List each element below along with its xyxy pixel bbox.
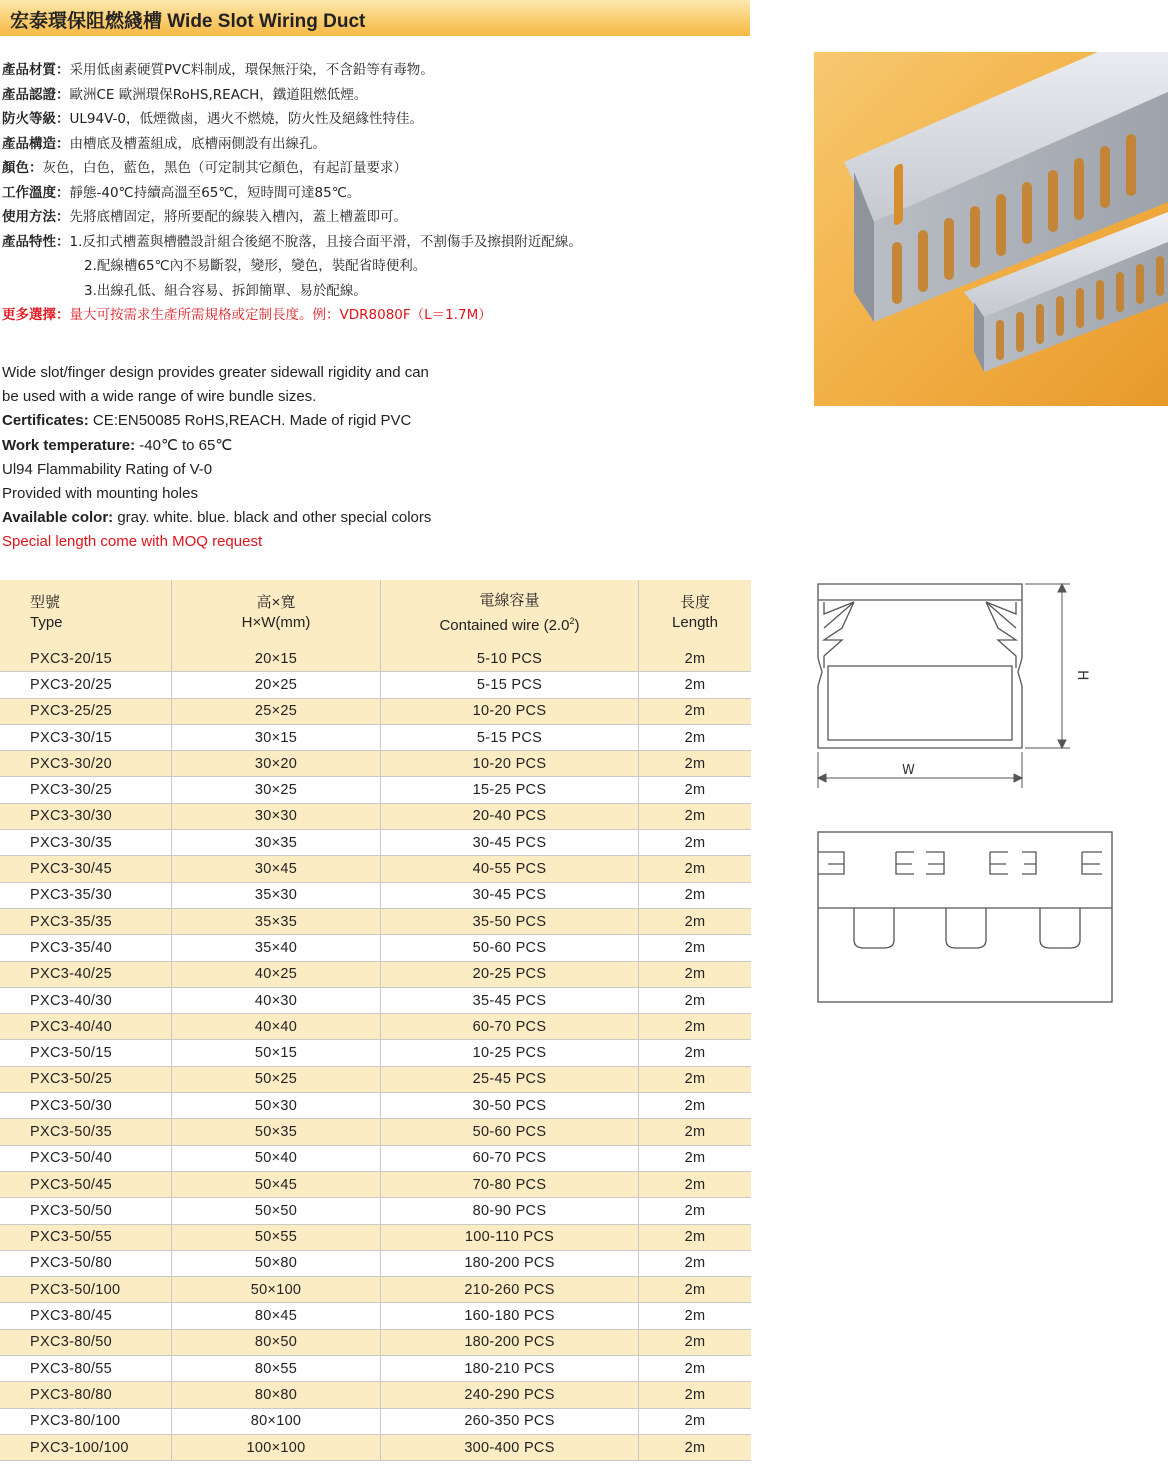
cell-type: PXC3-30/25 [0, 777, 172, 803]
product-photo [814, 52, 1168, 406]
cell-type: PXC3-80/45 [0, 1303, 172, 1329]
cell-length: 2m [639, 1145, 752, 1171]
header-zh: 長度 [679, 594, 710, 611]
table-row [0, 1119, 751, 1145]
cell-wire-capacity: 10-20 PCS [381, 698, 639, 724]
title-bar [0, 0, 750, 36]
certificates-line [2, 409, 742, 433]
table-row [0, 777, 751, 803]
table-row [0, 1408, 751, 1434]
cell-wire-capacity: 50-60 PCS [381, 1119, 639, 1145]
spec-table [0, 580, 751, 1461]
dimension-w-label: W [902, 763, 915, 778]
cell-type: PXC3-35/40 [0, 935, 172, 961]
table-row [0, 830, 751, 856]
cell-length: 2m [639, 777, 752, 803]
cell-type: PXC3-50/100 [0, 1277, 172, 1303]
table-row [0, 1145, 751, 1171]
cell-length: 2m [639, 1356, 752, 1382]
table-row [0, 1014, 751, 1040]
table-row [0, 1434, 751, 1460]
spec-label: 產品特性： [2, 233, 70, 250]
cell-wire-capacity: 260-350 PCS [381, 1408, 639, 1434]
cell-length: 2m [639, 1171, 752, 1197]
cell-type: PXC3-35/35 [0, 908, 172, 934]
table-row [0, 751, 751, 777]
header-en: Length [672, 614, 718, 631]
cell-wire-capacity: 10-20 PCS [381, 751, 639, 777]
spec-text: 灰色，白色，藍色，黑色（可定制其它顏色，有起訂量要求） [42, 160, 407, 176]
spec-label: 產品材質： [2, 62, 70, 78]
table-row [0, 1356, 751, 1382]
cell-length: 2m [639, 987, 752, 1013]
cell-type: PXC3-50/55 [0, 1224, 172, 1250]
cell-wire-capacity: 50-60 PCS [381, 935, 639, 961]
table-header-row [0, 580, 751, 646]
cell-type: PXC3-30/15 [0, 724, 172, 750]
special-length-line: Special length come with MOQ request [2, 533, 263, 551]
spec-usage [2, 205, 742, 230]
spec-text: 由槽底及槽蓋組成，底槽兩側設有出線孔。 [69, 135, 326, 152]
cell-length: 2m [639, 698, 752, 724]
spec-text: 采用低鹵素硬質PVC料制成，環保無汙染，不含鉛等有毒物。 [69, 62, 434, 78]
cell-size: 50×50 [172, 1198, 381, 1224]
cell-type: PXC3-40/25 [0, 961, 172, 987]
cell-length: 2m [639, 1303, 752, 1329]
cell-type: PXC3-30/35 [0, 830, 172, 856]
cell-length: 2m [639, 803, 752, 829]
cell-wire-capacity: 60-70 PCS [381, 1145, 639, 1171]
available-color-label: Available color: [2, 509, 114, 527]
cell-wire-capacity: 15-25 PCS [381, 777, 639, 803]
table-row [0, 1250, 751, 1276]
spec-label: 使用方法： [2, 209, 70, 225]
cell-length: 2m [639, 961, 752, 987]
cell-wire-capacity: 180-210 PCS [381, 1356, 639, 1382]
flammability-line: Ul94 Flammability Rating of V-0 [2, 460, 213, 478]
certificates-text: CE:EN50085 RoHS,REACH. Made of rigid PVC [88, 412, 412, 430]
cell-length: 2m [639, 1434, 752, 1460]
work-temperature-line [2, 434, 742, 458]
cell-wire-capacity: 35-45 PCS [381, 987, 639, 1013]
table-row [0, 1093, 751, 1119]
cell-size: 50×80 [172, 1250, 381, 1276]
table-row [0, 856, 751, 882]
cell-type: PXC3-30/45 [0, 856, 172, 882]
cell-size: 50×45 [172, 1171, 381, 1197]
header-size [172, 580, 381, 646]
cell-type: PXC3-50/50 [0, 1198, 172, 1224]
certificates-label: Certificates: [2, 412, 89, 430]
cell-length: 2m [639, 751, 752, 777]
cell-length: 2m [639, 1040, 752, 1066]
cell-size: 80×50 [172, 1329, 381, 1355]
cell-type: PXC3-30/20 [0, 751, 172, 777]
cell-wire-capacity: 160-180 PCS [381, 1303, 639, 1329]
cell-length: 2m [639, 882, 752, 908]
cell-wire-capacity: 25-45 PCS [381, 1066, 639, 1092]
cell-type: PXC3-40/40 [0, 1014, 172, 1040]
table-row [0, 882, 751, 908]
cell-type: PXC3-50/25 [0, 1066, 172, 1092]
cell-size: 20×15 [172, 646, 381, 672]
spec-temperature [2, 181, 742, 206]
header-zh: 電線容量 [479, 591, 540, 609]
available-color-line [2, 506, 742, 530]
cell-wire-capacity: 70-80 PCS [381, 1171, 639, 1197]
header-zh: 型號 [30, 594, 61, 611]
cell-size: 30×45 [172, 856, 381, 882]
spec-label: 防火等級： [2, 111, 70, 127]
cell-type: PXC3-25/25 [0, 698, 172, 724]
table-row [0, 1040, 751, 1066]
cell-size: 50×25 [172, 1066, 381, 1092]
spec-fire-rating [2, 107, 742, 132]
table-row [0, 1171, 751, 1197]
table-row [0, 698, 751, 724]
dimension-h-label: H [1074, 670, 1090, 681]
cell-wire-capacity: 30-45 PCS [381, 882, 639, 908]
spec-text: 先將底槽固定，將所要配的線裝入槽內，蓋上槽蓋即可。 [69, 209, 407, 225]
cell-type: PXC3-100/100 [0, 1434, 172, 1460]
cell-size: 50×40 [172, 1145, 381, 1171]
cell-size: 30×35 [172, 830, 381, 856]
cell-wire-capacity: 300-400 PCS [381, 1434, 639, 1460]
cell-length: 2m [639, 646, 752, 672]
cell-wire-capacity: 80-90 PCS [381, 1198, 639, 1224]
side-view-diagram [814, 828, 1116, 1006]
cell-type: PXC3-80/55 [0, 1356, 172, 1382]
table-row [0, 1277, 751, 1303]
work-temperature-label: Work temperature: [2, 436, 136, 454]
spec-text: 靜態-40℃持續高溫至65℃，短時間可達85℃。 [69, 184, 361, 201]
cell-length: 2m [639, 856, 752, 882]
cell-wire-capacity: 10-25 PCS [381, 1040, 639, 1066]
cell-wire-capacity: 20-40 PCS [381, 803, 639, 829]
wiring-duct-illustration [814, 52, 1168, 406]
cell-size: 100×100 [172, 1434, 381, 1460]
table-row [0, 908, 751, 934]
cell-size: 40×25 [172, 961, 381, 987]
spec-certification [2, 83, 742, 108]
cell-type: PXC3-30/30 [0, 803, 172, 829]
cell-type: PXC3-50/30 [0, 1093, 172, 1119]
spec-label: 更多選擇： [2, 307, 70, 323]
cell-type: PXC3-80/80 [0, 1382, 172, 1408]
table-row [0, 1066, 751, 1092]
header-en-end: ) [574, 616, 580, 634]
cell-size: 20×25 [172, 672, 381, 698]
spec-feature-3: 3.出線孔低、組合容易、拆卸簡單、易於配線。 [84, 282, 367, 299]
cell-length: 2m [639, 1093, 752, 1119]
cell-type: PXC3-50/35 [0, 1119, 172, 1145]
table-row [0, 803, 751, 829]
cell-size: 50×15 [172, 1040, 381, 1066]
header-en: H×W(mm) [241, 614, 311, 631]
spec-feature-2: 2.配線槽65℃內不易斷裂，變形，變色，裝配省時便利。 [84, 258, 427, 274]
cell-type: PXC3-20/25 [0, 672, 172, 698]
cell-wire-capacity: 210-260 PCS [381, 1277, 639, 1303]
spec-label: 產品構造： [2, 135, 70, 152]
cell-size: 50×55 [172, 1224, 381, 1250]
cell-type: PXC3-80/50 [0, 1329, 172, 1355]
english-line: Wide slot/finger design provides greater sidewall rigidity and can [2, 364, 429, 381]
spec-text: 量大可按需求生產所需規格或定制長度。例：VDR8080F（L＝1.7M） [69, 307, 492, 323]
cell-size: 30×25 [172, 777, 381, 803]
cell-length: 2m [639, 1329, 752, 1355]
cell-wire-capacity: 60-70 PCS [381, 1014, 639, 1040]
table-row [0, 935, 751, 961]
cell-wire-capacity: 240-290 PCS [381, 1382, 639, 1408]
table-row [0, 1198, 751, 1224]
table-row [0, 672, 751, 698]
cell-length: 2m [639, 1066, 752, 1092]
cell-size: 40×40 [172, 1014, 381, 1040]
cell-size: 30×15 [172, 724, 381, 750]
mounting-holes-line: Provided with mounting holes [2, 484, 198, 502]
cell-size: 25×25 [172, 698, 381, 724]
cell-type: PXC3-80/100 [0, 1408, 172, 1434]
cell-wire-capacity: 30-45 PCS [381, 830, 639, 856]
spec-features [2, 230, 742, 255]
cell-type: PXC3-50/15 [0, 1040, 172, 1066]
cell-wire-capacity: 20-25 PCS [381, 961, 639, 987]
header-zh: 高×寬 [256, 594, 296, 611]
cell-size: 40×30 [172, 987, 381, 1013]
cell-length: 2m [639, 1250, 752, 1276]
cell-length: 2m [639, 1224, 752, 1250]
spec-text: UL94V-0，低煙微鹵，遇火不燃燒，防火性及絕緣性特佳。 [69, 111, 423, 127]
cell-size: 80×80 [172, 1382, 381, 1408]
cell-length: 2m [639, 672, 752, 698]
cell-length: 2m [639, 724, 752, 750]
table-row [0, 724, 751, 750]
cell-size: 30×30 [172, 803, 381, 829]
page-title: 宏泰環保阻燃綫槽 Wide Slot Wiring Duct [10, 11, 366, 32]
spec-structure [2, 132, 742, 157]
cell-wire-capacity: 30-50 PCS [381, 1093, 639, 1119]
cell-length: 2m [639, 1277, 752, 1303]
cell-wire-capacity: 40-55 PCS [381, 856, 639, 882]
cell-length: 2m [639, 1119, 752, 1145]
cell-length: 2m [639, 1198, 752, 1224]
table-row [0, 1382, 751, 1408]
spec-label: 產品認證： [2, 86, 70, 103]
cell-size: 50×35 [172, 1119, 381, 1145]
cell-length: 2m [639, 1408, 752, 1434]
cell-size: 30×20 [172, 751, 381, 777]
spec-color [2, 156, 742, 181]
cell-type: PXC3-40/30 [0, 987, 172, 1013]
header-en: Type [30, 614, 63, 631]
header-wire-capacity [381, 580, 639, 646]
cell-length: 2m [639, 935, 752, 961]
cell-size: 80×55 [172, 1356, 381, 1382]
cell-wire-capacity: 5-15 PCS [381, 672, 639, 698]
cell-type: PXC3-20/15 [0, 646, 172, 672]
cell-length: 2m [639, 830, 752, 856]
table-row [0, 987, 751, 1013]
cell-wire-capacity: 35-50 PCS [381, 908, 639, 934]
cell-wire-capacity: 5-10 PCS [381, 646, 639, 672]
table-row [0, 961, 751, 987]
cell-size: 35×30 [172, 882, 381, 908]
spec-label: 工作溫度： [2, 184, 70, 201]
cell-type: PXC3-50/40 [0, 1145, 172, 1171]
spec-text: 1.反扣式槽蓋與槽體設計組合後絕不脫落，且接合面平滑，不割傷手及擦損附近配線。 [69, 233, 582, 250]
english-line: be used with a wide range of wire bundle sizes. [2, 388, 317, 406]
header-en: Contained wire (2.0 [439, 616, 570, 634]
table-row [0, 1224, 751, 1250]
spec-more-choice [2, 303, 742, 328]
header-sup: 2 [569, 615, 575, 626]
cell-wire-capacity: 5-15 PCS [381, 724, 639, 750]
available-color-text: gray. white. blue. black and other special colors [113, 509, 432, 527]
table-row [0, 646, 751, 672]
spec-text: 歐洲CE 歐洲環保RoHS,REACH，鐵道阻燃低煙。 [69, 86, 368, 103]
cell-size: 50×30 [172, 1093, 381, 1119]
cell-type: PXC3-50/80 [0, 1250, 172, 1276]
cell-length: 2m [639, 1382, 752, 1408]
spec-label: 顏色： [2, 160, 43, 176]
table-row [0, 1303, 751, 1329]
table-row [0, 1329, 751, 1355]
cell-size: 35×35 [172, 908, 381, 934]
specs-chinese [2, 58, 742, 328]
cell-length: 2m [639, 908, 752, 934]
header-type [0, 580, 172, 646]
cross-section-diagram [812, 578, 1112, 788]
cell-type: PXC3-35/30 [0, 882, 172, 908]
cell-wire-capacity: 180-200 PCS [381, 1329, 639, 1355]
work-temperature-text: -40℃ to 65℃ [135, 436, 233, 454]
cell-wire-capacity: 180-200 PCS [381, 1250, 639, 1276]
cell-size: 50×100 [172, 1277, 381, 1303]
cell-size: 80×100 [172, 1408, 381, 1434]
cell-size: 80×45 [172, 1303, 381, 1329]
english-description [2, 361, 742, 555]
cell-wire-capacity: 100-110 PCS [381, 1224, 639, 1250]
header-length [639, 580, 752, 646]
cell-type: PXC3-50/45 [0, 1171, 172, 1197]
cell-size: 35×40 [172, 935, 381, 961]
cell-length: 2m [639, 1014, 752, 1040]
spec-material [2, 58, 742, 83]
